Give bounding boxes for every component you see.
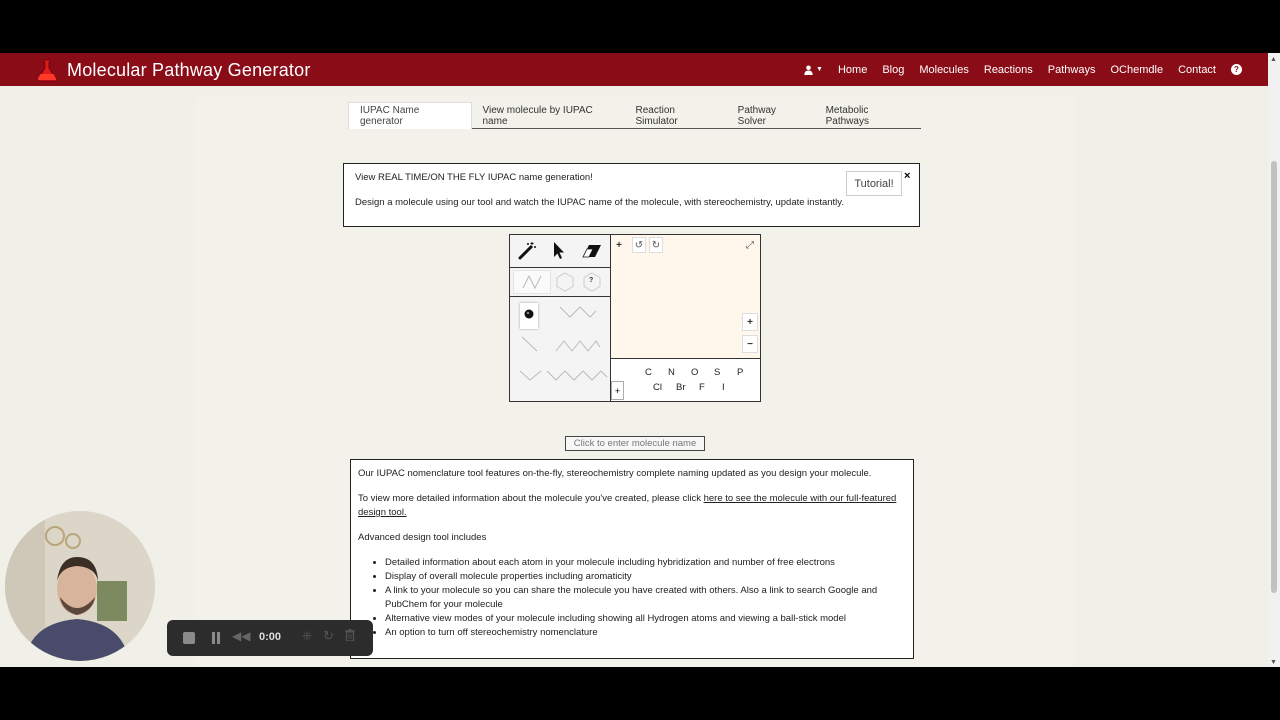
element-f[interactable]: F bbox=[699, 382, 705, 393]
tab-pathway-solver[interactable]: Pathway Solver bbox=[737, 104, 777, 127]
restart-icon[interactable]: ↻ bbox=[323, 628, 334, 643]
zoom-in-button[interactable]: + bbox=[742, 313, 758, 331]
chain-tool[interactable] bbox=[513, 270, 551, 294]
scrollbar[interactable] bbox=[1268, 53, 1280, 667]
chain-6-icon[interactable] bbox=[546, 367, 608, 383]
element-i[interactable]: I bbox=[722, 382, 725, 393]
elements-row-1 bbox=[645, 367, 760, 378]
description-features-heading: Advanced design tool includes bbox=[358, 532, 487, 543]
expand-icon[interactable]: ⤢ bbox=[746, 239, 754, 251]
webcam-overlay bbox=[5, 511, 155, 661]
bond-tool-panel bbox=[510, 297, 610, 401]
magic-wand-icon[interactable] bbox=[517, 241, 537, 261]
scroll-thumb[interactable] bbox=[1271, 161, 1277, 593]
user-icon bbox=[804, 65, 813, 75]
description-link-prefix: To view more detailed information about the molecule you've created, please click bbox=[358, 493, 704, 504]
scroll-up-icon[interactable]: ▲ bbox=[1270, 56, 1277, 63]
drawing-canvas[interactable] bbox=[611, 235, 760, 359]
recording-time: 0:00 bbox=[259, 631, 282, 643]
tutorial-button[interactable]: Tutorial! bbox=[846, 171, 902, 196]
element-c[interactable]: C bbox=[645, 367, 652, 378]
brand[interactable] bbox=[34, 57, 311, 83]
atom-tool[interactable] bbox=[520, 303, 538, 329]
nav-ochemdle[interactable]: OChemdle bbox=[1110, 63, 1164, 76]
description-box bbox=[350, 459, 914, 659]
help-icon[interactable]: ? bbox=[1231, 64, 1242, 75]
user-menu[interactable] bbox=[804, 65, 823, 75]
brand-title: Molecular Pathway Generator bbox=[67, 59, 311, 80]
element-p[interactable]: P bbox=[737, 367, 744, 378]
tab-metabolic-pathways[interactable]: Metabolic Pathways bbox=[825, 104, 869, 127]
stop-icon[interactable] bbox=[183, 632, 195, 644]
full-design-tool-link[interactable]: here to see the molecule with our full-featured design tool. bbox=[358, 493, 897, 518]
navbar bbox=[0, 53, 1268, 86]
cursor-arrow-icon[interactable] bbox=[551, 241, 567, 261]
zoom-out-button[interactable]: − bbox=[742, 335, 758, 353]
features-list bbox=[385, 556, 905, 640]
tab-iupac-name-generator[interactable]: IUPAC Name generator bbox=[348, 102, 472, 129]
nav-links bbox=[804, 53, 1242, 86]
elements-panel bbox=[611, 359, 760, 401]
flask-icon bbox=[34, 57, 60, 83]
enter-molecule-name-button[interactable]: Click to enter molecule name bbox=[565, 436, 705, 451]
chain-5-icon[interactable] bbox=[555, 337, 601, 353]
ring-template-label: ? bbox=[589, 277, 594, 284]
element-br[interactable]: Br bbox=[676, 382, 686, 393]
tab-bar bbox=[348, 102, 921, 129]
close-icon[interactable]: × bbox=[904, 170, 911, 182]
molecule-editor bbox=[509, 234, 761, 402]
description-intro: Our IUPAC nomenclature tool features on-the-fly, stereochemistry complete naming updated as you design your molecule. bbox=[358, 468, 872, 479]
undo-icon[interactable]: ↺ bbox=[632, 237, 646, 253]
single-bond-icon[interactable] bbox=[520, 335, 540, 353]
list-item: • Alternative view modes of your molecule including showing all Hydrogen atoms and viewing a ball-stick model bbox=[385, 612, 905, 626]
pause-icon[interactable] bbox=[211, 632, 221, 644]
elements-row-2 bbox=[653, 382, 745, 393]
element-o[interactable]: O bbox=[691, 367, 699, 378]
recording-toolbar bbox=[167, 620, 373, 656]
list-item: • A link to your molecule so you can share the molecule you have created with others. Also a link to search Google and PubChem for your molecule bbox=[385, 584, 905, 612]
eraser-icon[interactable] bbox=[581, 242, 603, 260]
description-link-paragraph bbox=[358, 492, 903, 520]
info-box bbox=[343, 163, 920, 227]
browser-viewport bbox=[0, 53, 1280, 667]
nav-blog[interactable]: Blog bbox=[882, 63, 905, 76]
main-card bbox=[195, 96, 1075, 667]
more-elements-button[interactable]: + bbox=[611, 381, 624, 400]
nav-reactions[interactable]: Reactions bbox=[983, 63, 1033, 76]
nav-molecules[interactable]: Molecules bbox=[919, 63, 969, 76]
list-item: • Display of overall molecule properties including aromaticity bbox=[385, 570, 905, 584]
chain-icon bbox=[514, 271, 550, 293]
element-cl[interactable]: Cl bbox=[653, 382, 662, 393]
list-item: • Detailed information about each atom in your molecule including hybridization and number of free electrons bbox=[385, 556, 905, 570]
list-item: • An option to turn off stereochemistry nomenclature bbox=[385, 626, 905, 640]
nav-pathways[interactable]: Pathways bbox=[1047, 63, 1096, 76]
nav-home[interactable]: Home bbox=[837, 63, 868, 76]
ring-icon[interactable] bbox=[555, 272, 575, 292]
nav-contact[interactable]: Contact bbox=[1178, 63, 1216, 76]
tool-panel bbox=[510, 235, 611, 401]
tab-view-molecule-by-iupac-name[interactable]: View molecule by IUPAC name bbox=[482, 104, 593, 127]
redo-icon[interactable]: ↻ bbox=[649, 237, 663, 253]
chevron-down-icon: ▼ bbox=[816, 66, 823, 73]
info-headline: View REAL TIME/ON THE FLY IUPAC name generation! bbox=[355, 172, 593, 183]
grid-icon[interactable]: ⁜ bbox=[302, 629, 313, 643]
element-n[interactable]: N bbox=[668, 367, 675, 378]
rewind-icon[interactable]: ◀◀ bbox=[232, 629, 251, 643]
tab-reaction-simulator[interactable]: Reaction Simulator bbox=[635, 104, 678, 127]
chain-3-icon[interactable] bbox=[558, 305, 598, 321]
webcam-person-image bbox=[5, 511, 155, 661]
atom-dot-icon bbox=[520, 303, 538, 329]
element-s[interactable]: S bbox=[714, 367, 721, 378]
info-description: Design a molecule using our tool and watch the IUPAC name of the molecule, with stereochemistry, update instantly. bbox=[355, 197, 844, 208]
add-button[interactable]: + bbox=[616, 239, 622, 251]
tool-row-main bbox=[510, 235, 610, 268]
scroll-down-icon[interactable]: ▼ bbox=[1270, 659, 1277, 666]
trash-icon[interactable] bbox=[345, 629, 355, 641]
tool-row-shapes bbox=[510, 268, 610, 297]
bond-2-icon[interactable] bbox=[518, 367, 544, 383]
